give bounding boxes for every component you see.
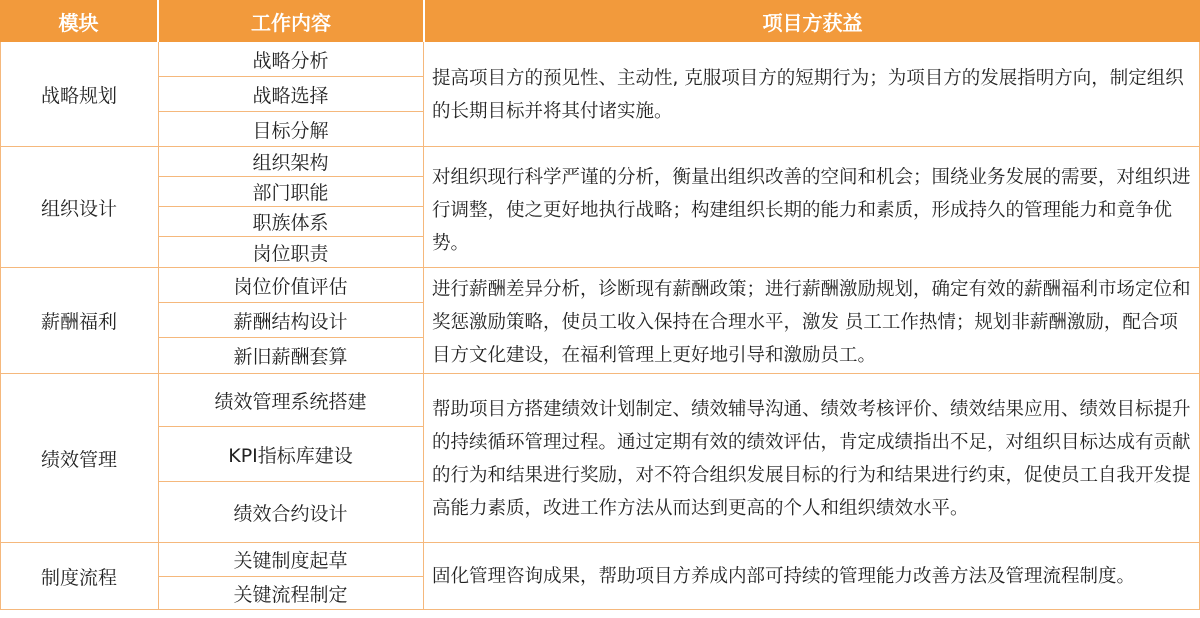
work-item: 岗位价值评估 [233,275,348,298]
module-cell: 战略规划 [40,84,117,107]
work-item: 目标分解 [252,119,329,142]
work-item: 战略选择 [252,84,329,107]
work-item: 关键流程制定 [233,583,348,606]
benefit-cell: 对组织现行科学严谨的分析，衡量出组织改善的空间和机会；围绕业务发展的需要，对组织进行调整，使之更好地执行战略；构建组织长期的能力和素质，形成持久的管理能力和竟争优势。 [432,166,1191,254]
work-item: 岗位职责 [252,242,329,265]
work-item: 职族体系 [252,212,329,234]
header-benefit: 项目方获益 [425,0,1200,42]
module-cell: 组织设计 [40,197,117,220]
benefit-cell: 固化管理咨询成果，帮助项目方养成内部可持续的管理能力改善方法及管理流程制度。 [432,565,1136,587]
module-cell: 薪酬福利 [40,311,117,333]
work-item: 新旧薪酬套算 [233,346,348,368]
work-item: KPI指标库建设 [228,444,353,467]
benefit-cell: 帮助项目方搭建绩效计划制定、绩效辅导沟通、绩效考核评价、绩效结果应用、绩效目标提升的持续循环管理过程。通过定期有效的绩效评估，肯定成绩指出不足，对组织目标达成有贡献的行为和结果进行奖励，对不符合组织发展目标的行为和结果进行约束，促使员工自我开发提高能力素质，改进工作方法从而达到更高的个人和组织绩效水平。 [432,398,1191,519]
divider [423,42,424,610]
divider [0,609,1200,610]
work-item: 组织架构 [252,152,329,174]
work-item: 战略分析 [252,49,329,72]
benefit-cell: 提高项目方的预见性、主动性, 克服项目方的短期行为；为项目方的发展指明方向，制定组织的长期目标并将其付诸实施。 [432,68,1184,122]
module-cell: 制度流程 [40,566,117,589]
benefit-cell: 进行薪酬差异分析，诊断现有薪酬政策；进行薪酬激励规划，确定有效的薪酬福利市场定位和奖惩激励策略，使员工收入保持在合理水平，激发 员工工作热情；规划非薪酬激励，配合项目方文化建设，在福利管理上更好地引导和激励员工。 [432,278,1191,366]
work-item: 绩效合约设计 [233,502,348,525]
header-module: 模块 [0,0,157,42]
work-item: 绩效管理系统搭建 [214,390,367,413]
work-item: 关键制度起草 [233,550,348,572]
header-work: 工作内容 [159,0,423,42]
work-item: 薪酬结构设计 [233,310,348,333]
work-item: 部门职能 [252,182,329,204]
module-cell: 绩效管理 [40,448,117,471]
